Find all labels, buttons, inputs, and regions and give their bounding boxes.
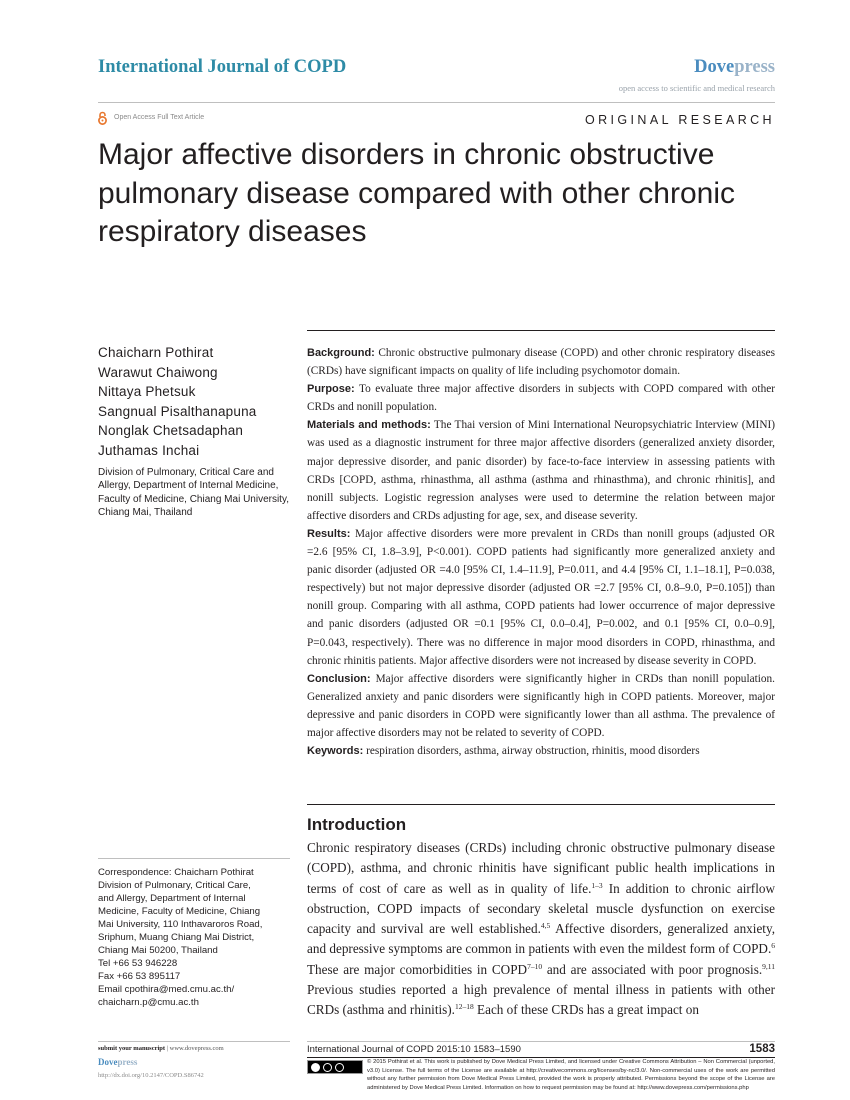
correspondence-rule [98, 858, 290, 859]
author-name: Nonglak Chetsadaphan [98, 423, 244, 438]
abstract-bottom-rule [307, 804, 775, 805]
correspondence-line: and Allergy, Department of Internal [98, 893, 246, 904]
citation-ref[interactable]: 1–3 [591, 880, 603, 890]
introduction-paragraph: Chronic respiratory diseases (CRDs) including chronic obstructive pulmonary disease (COPD), asthma, and chronic rhinitis have significant public health implications in terms of cost of care as well as in quality of life.$^{1-3}$ In addition to chronic airflow obstruction, COPD impacts of secondary skeletal muscle dysfunction on exercise capacity and survival are well established.$^{4,5}$ Affective disorders, generalized anxiety, and depressive symptoms are common in patients with even the mildest form of COPD.$^6$ These are major comorbidities in COPD$^{7-10}$ and are associated with poor prognosis.$^{9,11}$ Previous studies reported a high prevalence of mental illness in patients with other CRDs (asthma and rhinitis).$^{12-18}$ Each of these CRDs has a great impact on [307, 840, 775, 1018]
abstract-methods [307, 416, 775, 525]
abstract-keywords [307, 742, 775, 760]
author-name: Nittaya Phetsuk [98, 384, 196, 399]
publisher-tagline: open access to scientific and medical research [618, 83, 775, 93]
abstract-label: Purpose: [307, 383, 355, 396]
license-text: © 2015 Pothirat et al. This work is published by Dove Medical Press Limited, and licensed under Creative Commons Attribution – Non Commercial (unported, v3.0) License. The full terms of the License are available at http://creativecommons.org/licenses/by-nc/3.0/. Non-commercial uses of the work are permitted without any further permission from Dove Medical Press Limited, provided the work is properly attributed. Permissions beyond the scope of the License are administered by Dove Medical Press Limited. Information on how to request permission may be found at: http://www.dovepress.com/permissions.php [367, 1059, 775, 1091]
abstract-results [307, 525, 775, 670]
footer-rule-right [307, 1041, 775, 1042]
submit-manuscript-link[interactable]: www.dovepress.com [169, 1045, 224, 1052]
journal-citation: International Journal of COPD 2015:10 1583–1590 [307, 1044, 521, 1055]
abstract-conclusion [307, 670, 775, 742]
abstract-text: Major affective disorders were significantly higher in CRDs than nonill population. Generalized anxiety and panic disorders were significantly high in COPD patients. Moreover, major depressive and panic disorders in COPD were significantly lower than all asthma. The prevalence of major affective disorders may not be related to severity of COPD. [307, 672, 775, 739]
journal-title: International Journal of COPD [98, 57, 347, 77]
correspondence-line: Mai University, 110 Inthavaroros Road, [98, 919, 263, 930]
citation-ref[interactable]: 4,5 [540, 921, 551, 931]
doi-link[interactable]: http://dx.doi.org/10.2147/COPD.S86742 [98, 1072, 204, 1079]
author-name: Sangnual Pisalthanapuna [98, 403, 257, 419]
citation-ref[interactable]: 6 [771, 941, 775, 951]
abstract-text: The Thai version of Mini International Neuropsychiatric Interview (MINI) was used as a diagnostic instrument for three major affective disorders (generalized anxiety disorder, major depressive disorder, and panic disorder) by face-to-face interview in assessing patients with CRDs [COPD, asthma, rhinasthma, all asthma (asthma and rhinasthma), and chronic rhinitis], and nonill subjects. Logistic regression analyses were used to determine the relation between major affective disorders and CRDs adjusting for age, sex, and disease severity. [307, 419, 775, 522]
abstract-text: respiration disorders, asthma, airway obstruction, rhinitis, mood disorders [363, 745, 700, 758]
header-divider [98, 102, 775, 103]
correspondence-line: Correspondence: Chaicharn Pothirat [98, 867, 254, 878]
citation-ref[interactable]: 12–18 [454, 1002, 474, 1012]
abstract-purpose [307, 380, 775, 416]
abstract-text: Major affective disorders were more prevalent in CRDs than nonill groups (adjusted OR =2.6 [95% CI, 1.8–3.9], P<0.001). COPD patients had significantly more generalized anxiety and panic disorder (adjusted OR =4.0 [95% CI, 1.4–11.9], P=0.011, and 4.4 [95% CI, 1.1–18.1], P=0.038, respectively) but not major depressive disorder (adjusted OR =2.7 [95% CI, 0.8–9.0, P=0.105]) than nonill group. Comparing with all asthma, COPD patients had lower occurrence of major depressive and panic disorders (adjusted OR =0.1 [95% CI, 0.0–0.4], P=0.002, and 0.1 [95% CI, 0.0–0.9], P=0.043, respectively). There was no difference in major mood disorders in COPD, rhinasthma, and chronic rhinitis patients. Major affective disorders were not increased by disease severity in COPD. [307, 527, 775, 667]
abstract [307, 344, 775, 760]
citation-ref[interactable]: 7–10 [527, 961, 543, 971]
correspondence-line: Division of Pulmonary, Critical Care, [98, 880, 251, 891]
abstract-label: Conclusion: [307, 672, 371, 685]
correspondence-line: Fax +66 53 895117 [98, 971, 181, 982]
submit-manuscript-label: submit your manuscript [98, 1045, 166, 1052]
author-name: Juthamas Inchai [98, 442, 200, 458]
publisher-logo-suffix: press [734, 57, 775, 77]
footer-rule-left [98, 1041, 290, 1042]
submit-manuscript-line: submit your manuscript | www.dovepress.com [98, 1045, 224, 1052]
correspondence-line: Sriphum, Muang Chiang Mai District, [98, 932, 255, 943]
correspondence-email[interactable]: Email cpothira@med.cmu.ac.th/ [98, 984, 235, 995]
author-name: Chaicharn Pothirat [98, 345, 214, 360]
open-access-label: Open Access Full Text Article [114, 114, 205, 121]
correspondence-email[interactable]: chaicharn.p@cmu.ac.th [98, 997, 199, 1008]
author-list [98, 343, 256, 460]
correspondence-line: Medicine, Faculty of Medicine, Chiang [98, 906, 261, 917]
author-name: Warawut Chaiwong [98, 364, 218, 380]
abstract-label: Results: [307, 527, 351, 540]
abstract-text: Chronic obstructive pulmonary disease (COPD) and other chronic respiratory diseases (CRDs) have significant impacts on quality of life including psychomotor domain. [307, 347, 775, 378]
publisher-logo-main: Dove [694, 57, 735, 77]
correspondence-line: Tel +66 53 946228 [98, 958, 178, 969]
correspondence-line: Chiang Mai 50200, Thailand [98, 945, 218, 956]
footer-publisher-logo[interactable]: Dovepress [98, 1057, 138, 1067]
creative-commons-icon[interactable] [307, 1060, 363, 1074]
abstract-text: To evaluate three major affective disorders in subjects with COPD compared with other CRDs and nonill population. [307, 383, 775, 414]
page-number: 1583 [749, 1043, 775, 1055]
article-type: ORIGINAL RESEARCH [584, 113, 775, 127]
abstract-label: Keywords: [307, 745, 364, 758]
open-access-icon [97, 111, 108, 125]
abstract-top-rule [307, 330, 775, 331]
abstract-label: Materials and methods: [307, 419, 431, 432]
citation-ref[interactable]: 9,11 [762, 961, 775, 971]
article-title: Major affective disorders in chronic obstructive pulmonary disease compared with other chronic respiratory diseases [98, 138, 735, 248]
publisher-logo[interactable] [694, 57, 775, 78]
author-affiliation: Division of Pulmonary, Critical Care and Allergy, Department of Internal Medicine, Faculty of Medicine, Chiang Mai University, Chiang Mai, Thailand [98, 467, 289, 518]
correspondence-block [98, 866, 294, 1009]
abstract-label: Background: [307, 347, 375, 359]
abstract-background [307, 344, 775, 380]
section-heading-introduction: Introduction [307, 815, 407, 834]
